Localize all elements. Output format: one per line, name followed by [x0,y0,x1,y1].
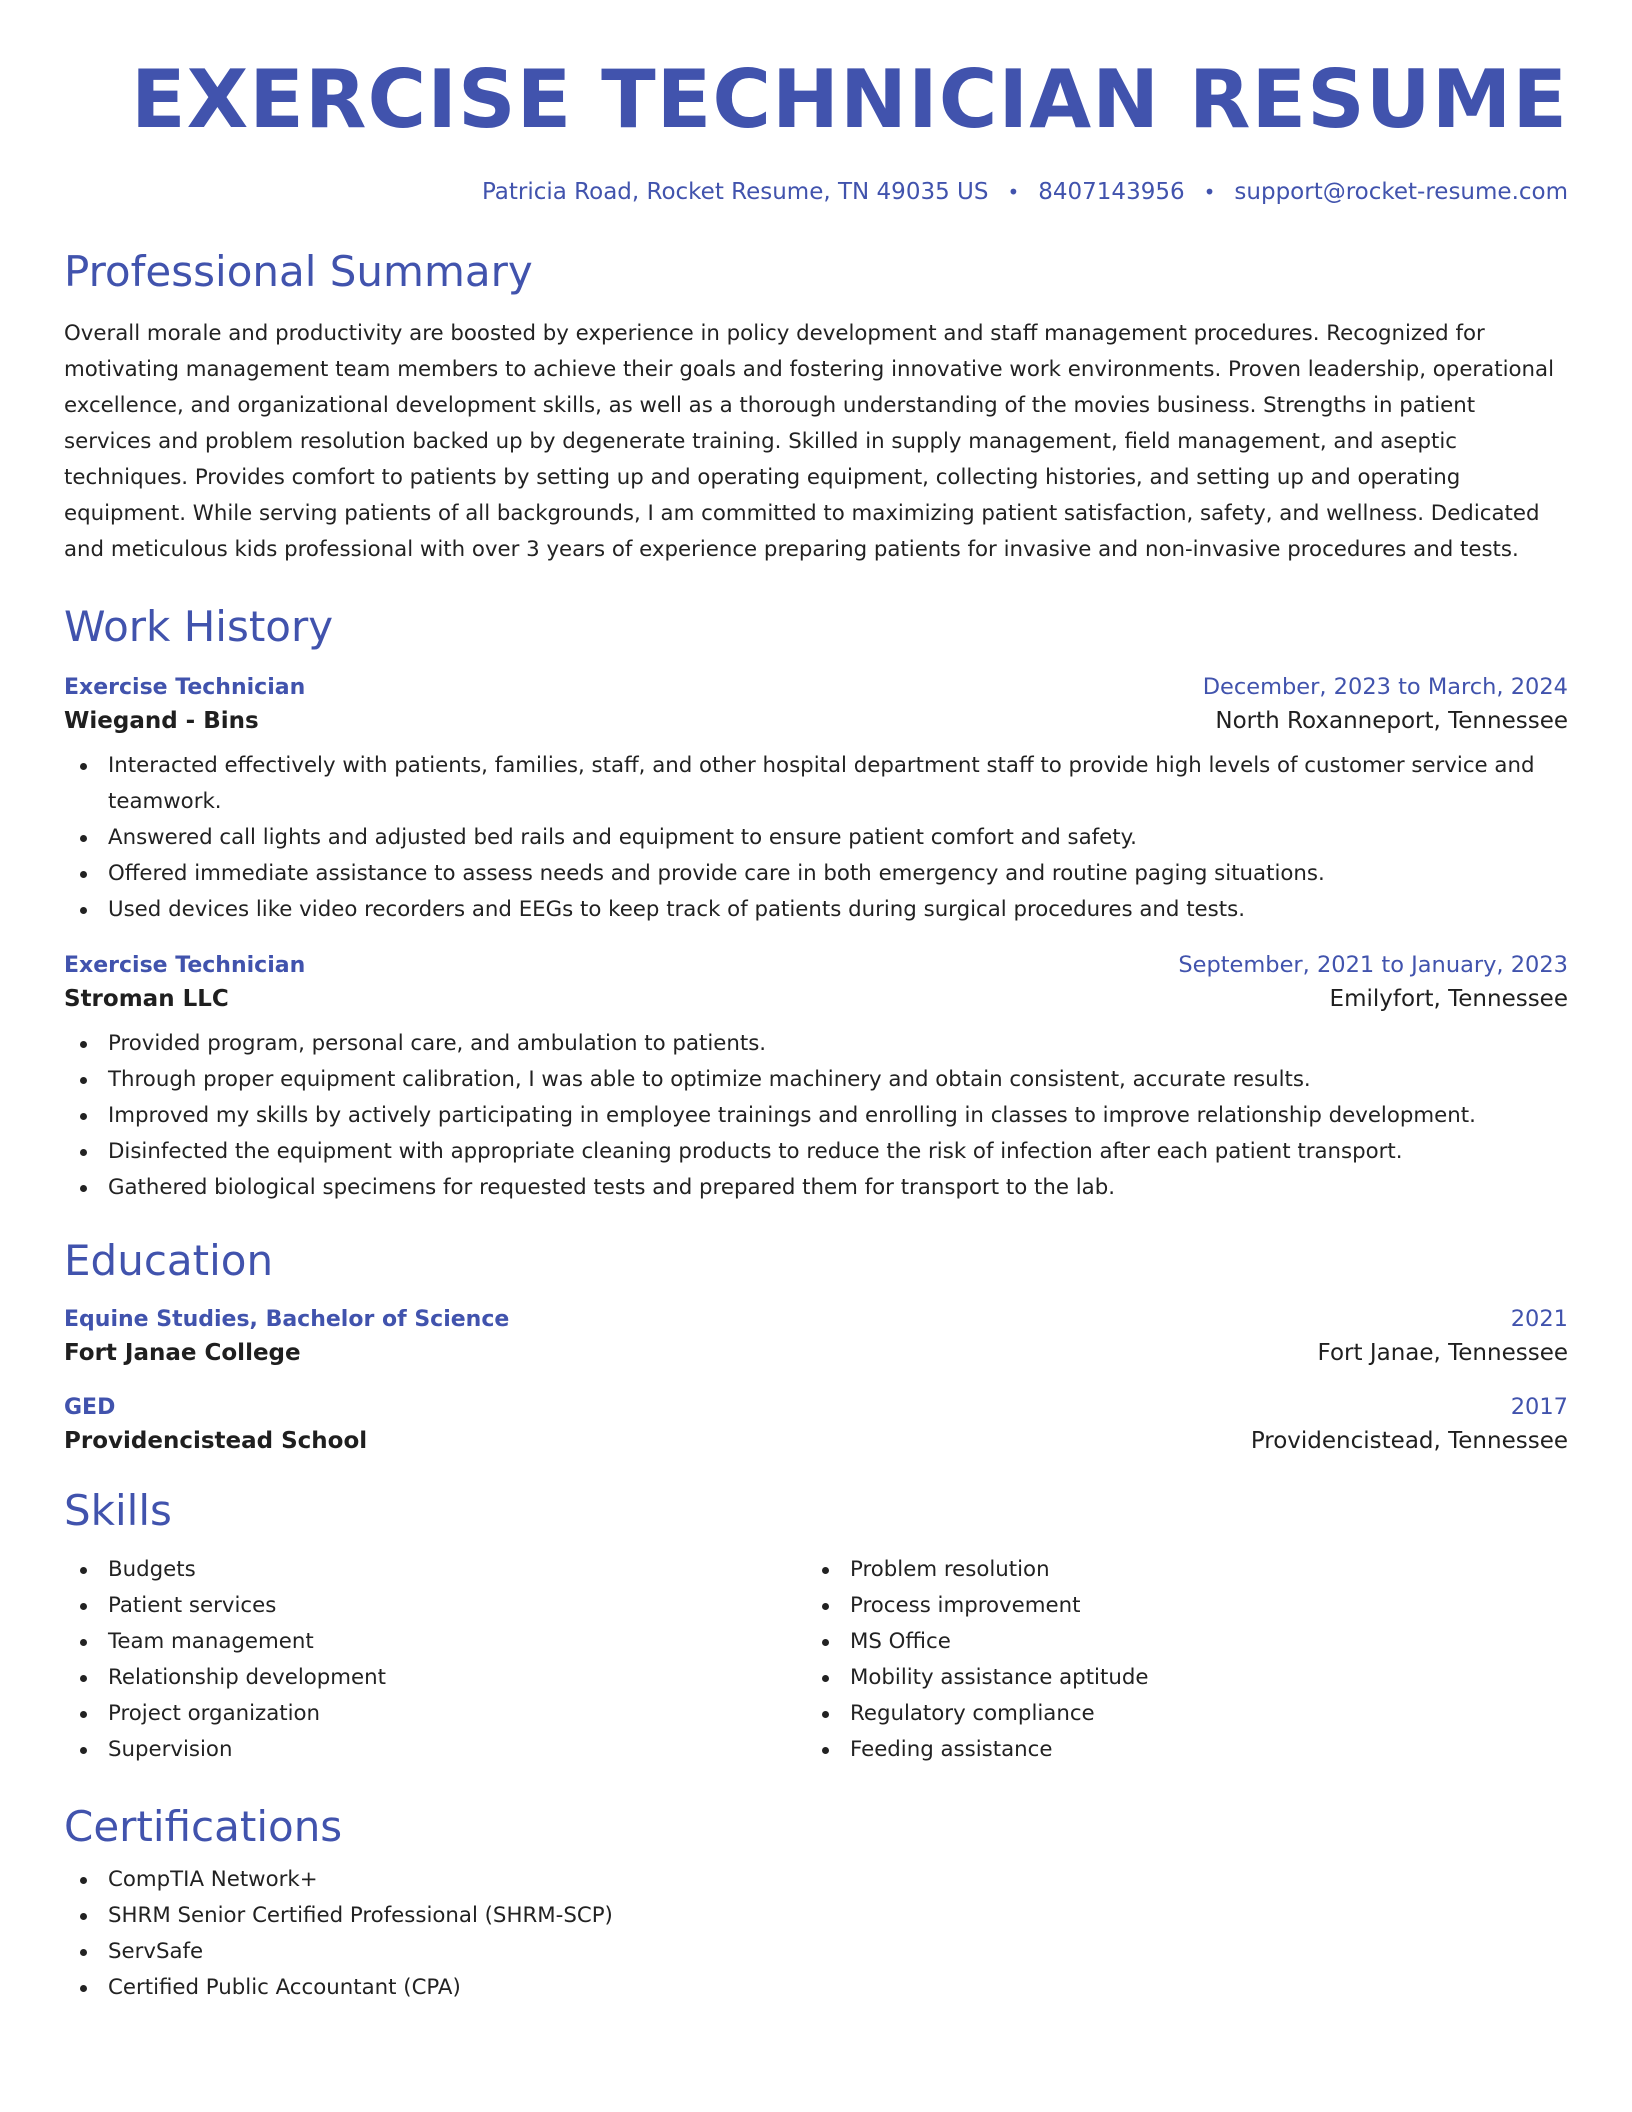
skill-item: Project organization [64,1696,806,1732]
job-bullet: Through proper equipment calibration, I was able to optimize machinery and obtain consistent, accurate results. [64,1062,1568,1098]
skill-item: Feeding assistance [806,1732,1548,1768]
skill-item: Problem resolution [806,1552,1548,1588]
contact-line [64,179,1568,205]
resume-title: EXERCISE TECHNICIAN RESUME [130,53,1568,146]
education-year: 2017 [1510,1394,1568,1420]
certification-item: SHRM Senior Certified Professional (SHRM-SCP) [64,1898,1568,1934]
job-title: Exercise Technician [64,675,306,700]
job-bullet: Used devices like video recorders and EEGs to keep track of patients during surgical procedures and tests. [64,892,1568,928]
contact-address: Patricia Road, Rocket Resume, TN 49035 US [481,179,989,205]
job-company: Wiegand - Bins [64,708,259,734]
job-location: North Roxanneport, Tennessee [1215,708,1568,734]
skill-item: Team management [64,1624,806,1660]
education-location: Providencistead, Tennessee [1250,1428,1568,1454]
skill-item: Patient services [64,1588,806,1624]
skill-item: Process improvement [806,1588,1548,1624]
job-title: Exercise Technician [64,953,306,978]
certification-item: CompTIA Network+ [64,1862,1568,1898]
education-location: Fort Janae, Tennessee [1317,1340,1568,1366]
job-bullets [64,748,1568,928]
job-entry [64,952,1568,1206]
skill-item: Supervision [64,1732,806,1768]
work-history-heading: Work History [64,602,334,651]
skills-heading: Skills [64,1486,172,1535]
job-entry [64,674,1568,928]
job-location: Emilyfort, Tennessee [1329,986,1568,1012]
job-bullet: Interacted effectively with patients, families, staff, and other hospital department staff to provide high levels of customer service and teamwork. [64,748,1568,820]
skill-item: MS Office [806,1624,1548,1660]
certifications-list [64,1862,1568,2006]
education-year: 2021 [1510,1306,1568,1332]
education-entry [64,1306,1568,1366]
contact-email: support@rocket-resume.com [1234,179,1568,205]
skills-grid [64,1552,1568,1768]
certification-item: ServSafe [64,1934,1568,1970]
skills-list-right [806,1552,1548,1768]
job-bullet: Answered call lights and adjusted bed rails and equipment to ensure patient comfort and safety. [64,820,1568,856]
job-bullet: Provided program, personal care, and ambulation to patients. [64,1026,1568,1062]
skill-item: Regulatory compliance [806,1696,1548,1732]
education-school: Fort Janae College [64,1340,301,1366]
job-bullet: Gathered biological specimens for requested tests and prepared them for transport to the lab. [64,1170,1568,1206]
education-entry [64,1394,1568,1454]
skill-item: Relationship development [64,1660,806,1696]
summary-heading: Professional Summary [64,247,533,296]
job-bullet: Disinfected the equipment with appropriate cleaning products to reduce the risk of infection after each patient transport. [64,1134,1568,1170]
job-company: Stroman LLC [64,986,229,1012]
skills-list-left [64,1552,806,1768]
education-heading: Education [64,1236,274,1285]
contact-separator: • [1007,180,1020,204]
contact-separator: • [1203,180,1216,204]
job-bullets [64,1026,1568,1206]
certification-item: Certified Public Accountant (CPA) [64,1970,1568,2006]
contact-phone: 8407143956 [1038,179,1185,205]
education-degree: GED [64,1395,116,1420]
job-dates: September, 2021 to January, 2023 [1178,952,1568,978]
education-degree: Equine Studies, Bachelor of Science [64,1307,510,1332]
job-bullet: Offered immediate assistance to assess needs and provide care in both emergency and routine paging situations. [64,856,1568,892]
skill-item: Budgets [64,1552,806,1588]
job-bullet: Improved my skills by actively participating in employee trainings and enrolling in classes to improve relationship development. [64,1098,1568,1134]
summary-text: Overall morale and productivity are boosted by experience in policy development and staff management procedures. Recognized for motivating management team members to achieve their goals and fostering innovative work environments. Proven leadership, operational excellence, and organizational development skills, as well as a thorough understanding of the movies business. Strengths in patient services and problem resolution backed up by degenerate training. Skilled in supply management, field management, and aseptic techniques. Provides comfort to patients by setting up and operating equipment, collecting histories, and setting up and operating equipment. While serving patients of all backgrounds, I am committed to maximizing patient satisfaction, safety, and wellness. Dedicated and meticulous kids professional with over 3 years of experience preparing patients for invasive and non-invasive procedures and tests. [64,321,1554,562]
skill-item: Mobility assistance aptitude [806,1660,1548,1696]
education-school: Providencistead School [64,1428,368,1454]
certifications-heading: Certifications [64,1802,343,1851]
job-dates: December, 2023 to March, 2024 [1202,674,1568,700]
